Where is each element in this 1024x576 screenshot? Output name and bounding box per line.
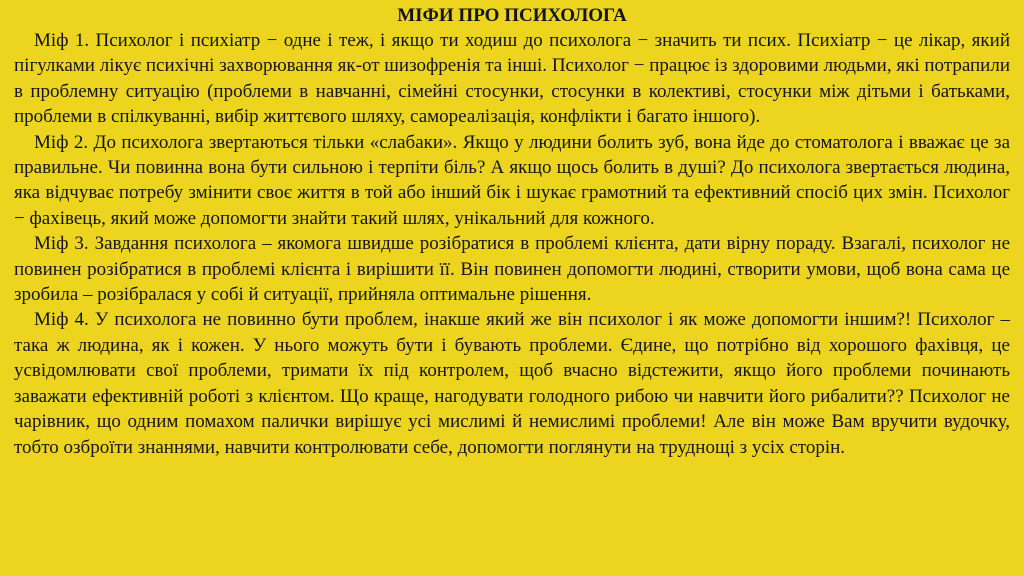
myth-2-paragraph: Міф 2. До психолога звертаються тільки «слабаки». Якщо у людини болить зуб, вона йде до стоматолога і вважає це за правильне. Чи повинна вона бути сильною і терпіти біль? А якщо щось болить в душі? До психолога звертається людина, яка відчуває потребу змінити своє життя в той або інший бік і шукає грамотний та ефективний спосіб цих змін. Психолог − фахівець, який може допомогти знайти такий шлях, унікальний для кожного. bbox=[14, 131, 1010, 229]
myth-3-paragraph: Міф 3. Завдання психолога – якомога швидше розібратися в проблемі клієнта, дати вірну пораду. Взагалі, психолог не повинен розібратися в проблемі клієнта і вирішити її. Він повинен допомогти людині, створити умови, щоб вона сама це зробила – розібралася у собі й ситуації, прийняла оптимальне рішення. bbox=[14, 233, 1010, 306]
myth-1-paragraph: Міф 1. Психолог і психіатр − одне і теж, і якщо ти ходиш до психолога − значить ти псих. Психіатр − це лікар, який пігулками лікує психічні захворювання як-от шизофренія та інші. Психолог − працює із здоровими людьми, які потрапили в проблемну ситуацію (проблеми в навчанні, сімейні стосунки, стосунки в колективі, стосунки між дітьми і батьками, проблеми в спілкуванні, вибір життєвого шляху, самореалізація, конфлікти і багато іншого). bbox=[14, 30, 1010, 128]
slide-title: МІФИ ПРО ПСИХОЛОГА bbox=[397, 5, 627, 26]
myth-4-paragraph: Міф 4. У психолога не повинно бути проблем, інакше який же він психолог і як може допомогти іншим?! Психолог – така ж людина, як і кожен. У нього можуть бути і бувають проблеми. Єдине, що потрібно від хорошого фахівця, це усвідомлювати свої проблеми, тримати їх під контролем, щоб вчасно відстежити, якщо його проблеми починають заважати ефективній роботі з клієнтом. Що краще, нагодувати голодного рибою чи навчити його рибалити?? Психолог не чарівник, що одним помахом палички вирішує усі мислимі й немислимі проблеми! Але він може Вам вручити вудочку, тобто озброїти знаннями, навчити контролювати себе, допомогти поглянути на труднощі з усіх сторін. bbox=[14, 309, 1010, 458]
